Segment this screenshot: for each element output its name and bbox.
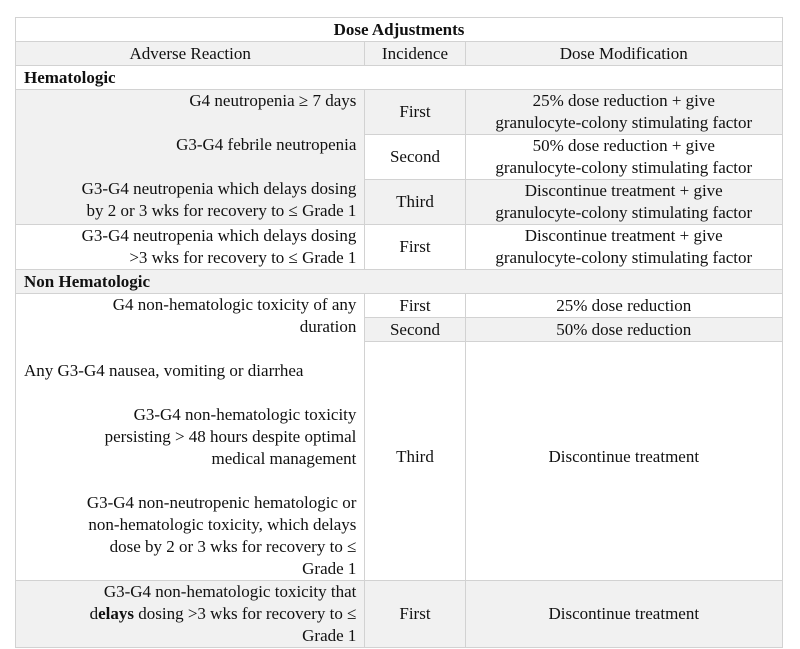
incidence-cell: Second — [365, 318, 465, 342]
reaction-line: by 2 or 3 wks for recovery to ≤ Grade 1 — [86, 201, 357, 220]
modification-cell: Discontinue treatment — [465, 342, 782, 581]
reaction-line: dose by 2 or 3 wks for recovery to ≤ — [109, 537, 357, 556]
reaction-line: G3-G4 non-neutropenic hematologic or — [86, 493, 357, 512]
reaction-line — [24, 603, 356, 625]
header-incidence: Incidence — [365, 42, 465, 66]
modification-line: 25% dose reduction + give — [532, 91, 715, 110]
modification-cell — [465, 180, 782, 225]
modification-cell — [465, 90, 782, 135]
modification-cell — [465, 225, 782, 270]
reaction-line: Grade 1 — [302, 559, 357, 578]
dose-adjustments-table — [15, 17, 783, 648]
reaction-line: duration — [299, 317, 357, 336]
reaction-text: d — [89, 604, 99, 623]
reaction-line: G4 neutropenia ≥ 7 days — [189, 91, 357, 110]
reaction-cell — [16, 225, 365, 270]
reaction-cell — [16, 581, 365, 648]
reaction-line: Any G3-G4 nausea, vomiting or diarrhea — [24, 361, 304, 380]
header-adverse-reaction: Adverse Reaction — [16, 42, 365, 66]
table-row — [16, 581, 783, 648]
title-row — [16, 18, 783, 42]
reaction-line: G3-G4 febrile neutropenia — [176, 135, 357, 154]
table-row — [16, 294, 783, 318]
section-title-hematologic: Hematologic — [16, 66, 783, 90]
reaction-line: persisting > 48 hours despite optimal — [104, 427, 357, 446]
modification-line: granulocyte-colony stimulating factor — [495, 203, 753, 222]
section-title-non-hematologic: Non Hematologic — [16, 270, 783, 294]
incidence-cell: First — [365, 581, 465, 648]
reaction-line: G4 non-hematologic toxicity of any — [112, 295, 357, 314]
modification-cell: 50% dose reduction — [465, 318, 782, 342]
section-row-non-hematologic — [16, 270, 783, 294]
reaction-text-bold: elays — [98, 604, 134, 623]
header-row — [16, 42, 783, 66]
reaction-cell — [16, 90, 365, 225]
reaction-line: medical management — [211, 449, 357, 468]
modification-cell — [465, 135, 782, 180]
section-row-hematologic — [16, 66, 783, 90]
reaction-line: non-hematologic toxicity, which delays — [88, 515, 357, 534]
reaction-cell — [16, 294, 365, 581]
incidence-cell: Third — [365, 180, 465, 225]
incidence-cell: Third — [365, 342, 465, 581]
reaction-line: G3-G4 non-hematologic toxicity that — [103, 582, 357, 601]
table-row — [16, 90, 783, 135]
table-row — [16, 225, 783, 270]
reaction-text: dosing >3 wks for recovery to ≤ — [134, 604, 357, 623]
incidence-cell: First — [365, 90, 465, 135]
modification-cell: Discontinue treatment — [465, 581, 782, 648]
reaction-line: Grade 1 — [302, 626, 357, 645]
modification-line: granulocyte-colony stimulating factor — [495, 113, 753, 132]
reaction-line: G3-G4 neutropenia which delays dosing — [81, 226, 357, 245]
header-dose-modification: Dose Modification — [465, 42, 782, 66]
reaction-line: G3-G4 non-hematologic toxicity — [133, 405, 357, 424]
incidence-cell: First — [365, 294, 465, 318]
incidence-cell: Second — [365, 135, 465, 180]
modification-line: granulocyte-colony stimulating factor — [495, 158, 753, 177]
modification-cell: 25% dose reduction — [465, 294, 782, 318]
modification-line: 50% dose reduction + give — [532, 136, 715, 155]
table-title: Dose Adjustments — [16, 18, 783, 42]
incidence-cell: First — [365, 225, 465, 270]
reaction-line: G3-G4 neutropenia which delays dosing — [81, 179, 357, 198]
modification-line: Discontinue treatment + give — [524, 181, 723, 200]
modification-line: granulocyte-colony stimulating factor — [495, 248, 753, 267]
reaction-line: >3 wks for recovery to ≤ Grade 1 — [129, 248, 357, 267]
modification-line: Discontinue treatment + give — [524, 226, 723, 245]
